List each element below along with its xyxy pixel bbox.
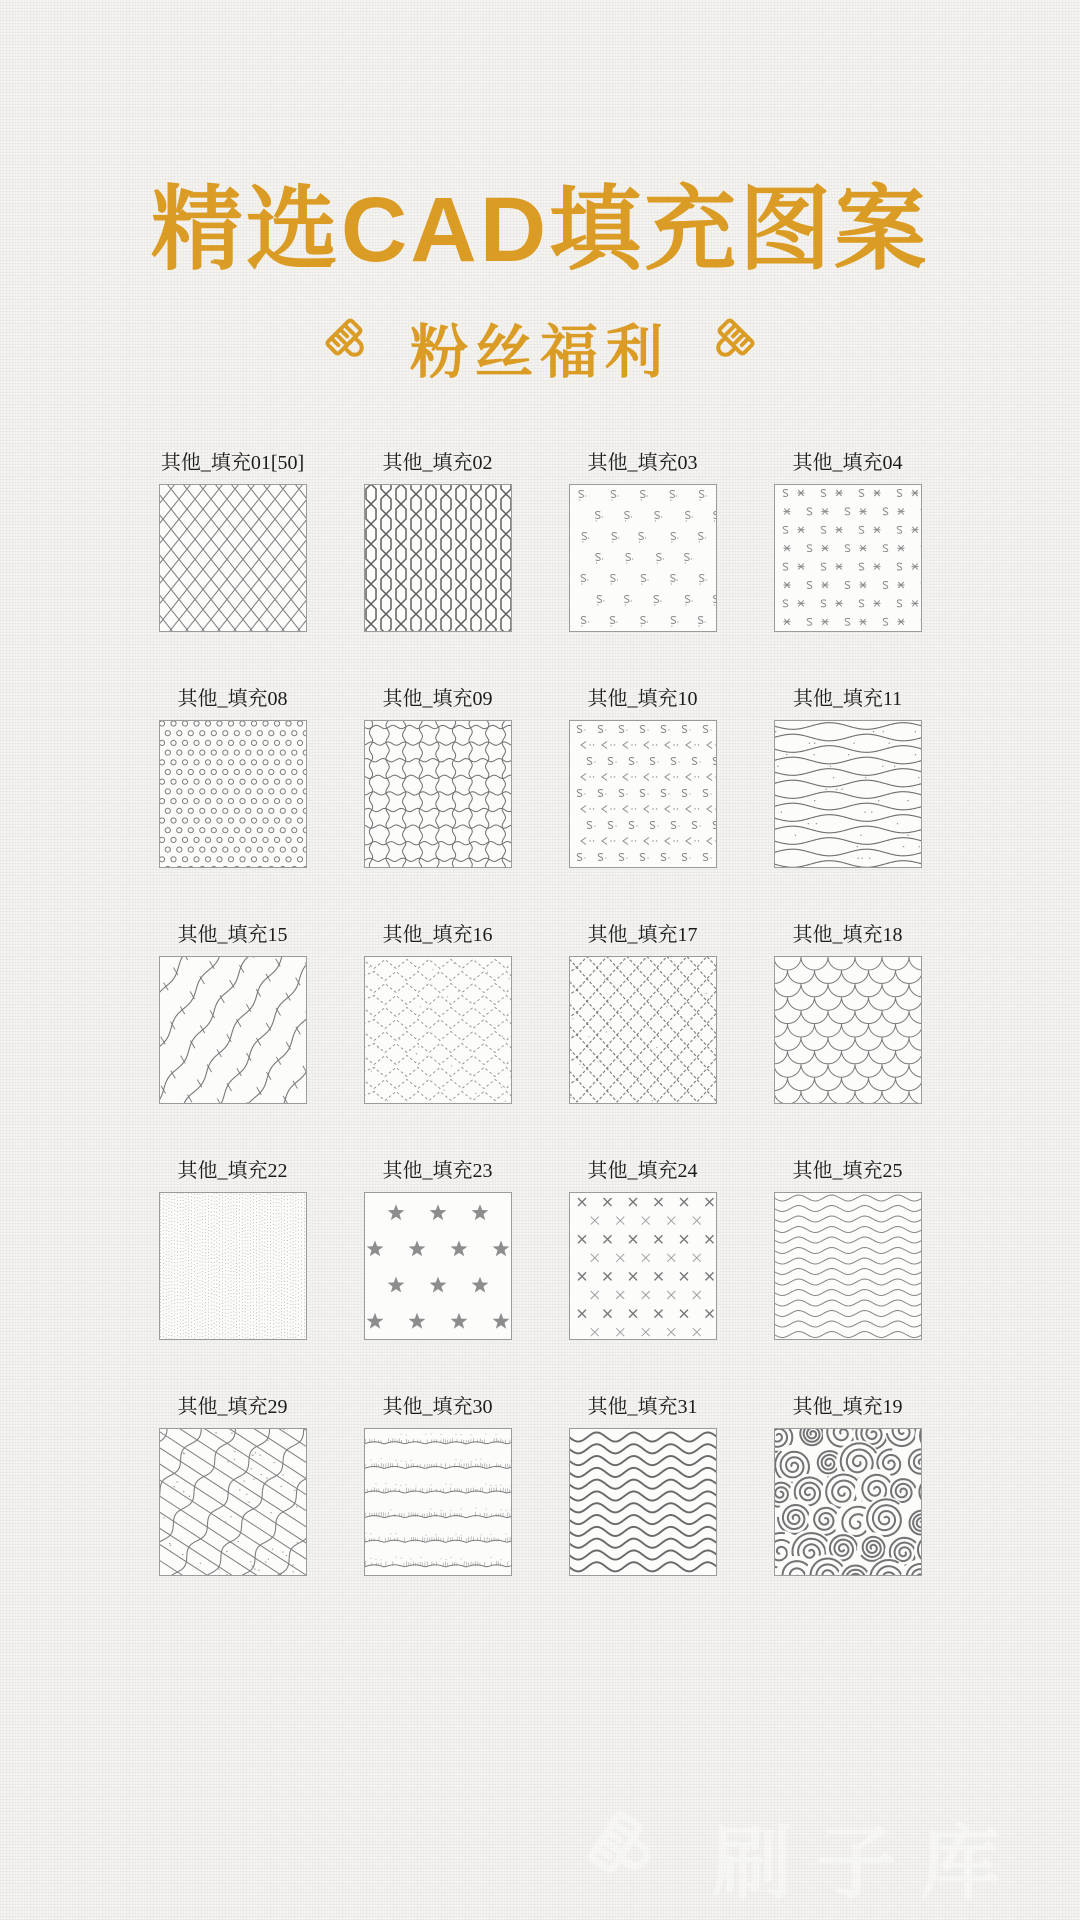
pattern-swatch-diagonal-tiles <box>159 1428 307 1576</box>
pattern-label: 其他_填充18 <box>792 924 903 946</box>
pattern-label: 其他_填充16 <box>382 924 493 946</box>
pattern-swatch-dashed-zigzag-bold <box>569 956 717 1104</box>
pattern-label: 其他_填充19 <box>792 1396 903 1418</box>
pattern-card <box>159 924 307 1104</box>
pattern-swatch-hexmesh <box>364 484 512 632</box>
pattern-label: 其他_填充30 <box>382 1396 493 1418</box>
pattern-label: 其他_填充15 <box>177 924 288 946</box>
pattern-swatch-grass-bands <box>364 1428 512 1576</box>
pattern-label: 其他_填充10 <box>587 688 698 710</box>
pattern-card <box>364 688 512 868</box>
pattern-label: 其他_填充29 <box>177 1396 288 1418</box>
pattern-swatch-glyph-rows <box>569 720 717 868</box>
pattern-swatch-rings <box>159 720 307 868</box>
pattern-label: 其他_填充23 <box>382 1160 493 1182</box>
watermark-paint-brush-icon <box>584 1804 684 1909</box>
pattern-card <box>774 1160 922 1340</box>
pattern-swatch-waves <box>774 1192 922 1340</box>
pattern-card <box>364 452 512 632</box>
pattern-swatch-dense-glyphs <box>774 484 922 632</box>
watermark <box>584 1799 1024 1914</box>
pattern-card <box>569 924 717 1104</box>
pattern-card <box>364 1160 512 1340</box>
pattern-swatch-x-marks <box>569 1192 717 1340</box>
pattern-label: 其他_填充08 <box>177 688 288 710</box>
pattern-card <box>159 1160 307 1340</box>
pattern-label: 其他_填充24 <box>587 1160 698 1182</box>
pattern-card <box>569 1396 717 1576</box>
poster-header <box>0 179 1080 389</box>
paint-brush-icon <box>322 315 386 379</box>
pattern-label: 其他_填充02 <box>382 452 493 474</box>
pattern-swatch-sparse-glyphs <box>569 484 717 632</box>
page-subtitle: 粉丝福利 <box>409 319 670 385</box>
pattern-label: 其他_填充17 <box>587 924 698 946</box>
pattern-label: 其他_填充22 <box>177 1160 288 1182</box>
pattern-label: 其他_填充04 <box>792 452 903 474</box>
pattern-card <box>159 1396 307 1576</box>
pattern-card <box>364 1396 512 1576</box>
pattern-label: 其他_填充01[50] <box>160 452 305 474</box>
watermark-text: 刷子库 <box>712 1819 1024 1908</box>
pattern-swatch-spirals <box>774 1428 922 1576</box>
pattern-card <box>364 924 512 1104</box>
pattern-swatch-chainlink <box>159 484 307 632</box>
pattern-card <box>774 1396 922 1576</box>
subtitle-row <box>0 305 1080 389</box>
pattern-card <box>774 688 922 868</box>
pattern-card <box>774 924 922 1104</box>
pattern-card <box>569 1160 717 1340</box>
pattern-swatch-dashed-zigzag <box>364 956 512 1104</box>
pattern-card <box>569 688 717 868</box>
pattern-card <box>159 452 307 632</box>
pattern-swatch-wavy-grid <box>364 720 512 868</box>
pattern-label: 其他_填充31 <box>587 1396 698 1418</box>
pattern-label: 其他_填充09 <box>382 688 493 710</box>
pattern-swatch-bold-waves <box>569 1428 717 1576</box>
pattern-card <box>774 452 922 632</box>
pattern-swatch-fish-scales <box>774 956 922 1104</box>
pattern-grid <box>159 452 922 1576</box>
page-title: 精选CAD填充图案 <box>150 179 930 281</box>
pattern-swatch-diagonal-wavy <box>159 956 307 1104</box>
pattern-label: 其他_填充25 <box>792 1160 903 1182</box>
pattern-card <box>159 688 307 868</box>
paint-brush-icon <box>694 315 758 379</box>
pattern-swatch-stars <box>364 1192 512 1340</box>
pattern-swatch-wave-dots <box>774 720 922 868</box>
pattern-card <box>569 452 717 632</box>
pattern-label: 其他_填充11 <box>792 688 903 710</box>
pattern-swatch-stipple <box>159 1192 307 1340</box>
pattern-label: 其他_填充03 <box>587 452 698 474</box>
